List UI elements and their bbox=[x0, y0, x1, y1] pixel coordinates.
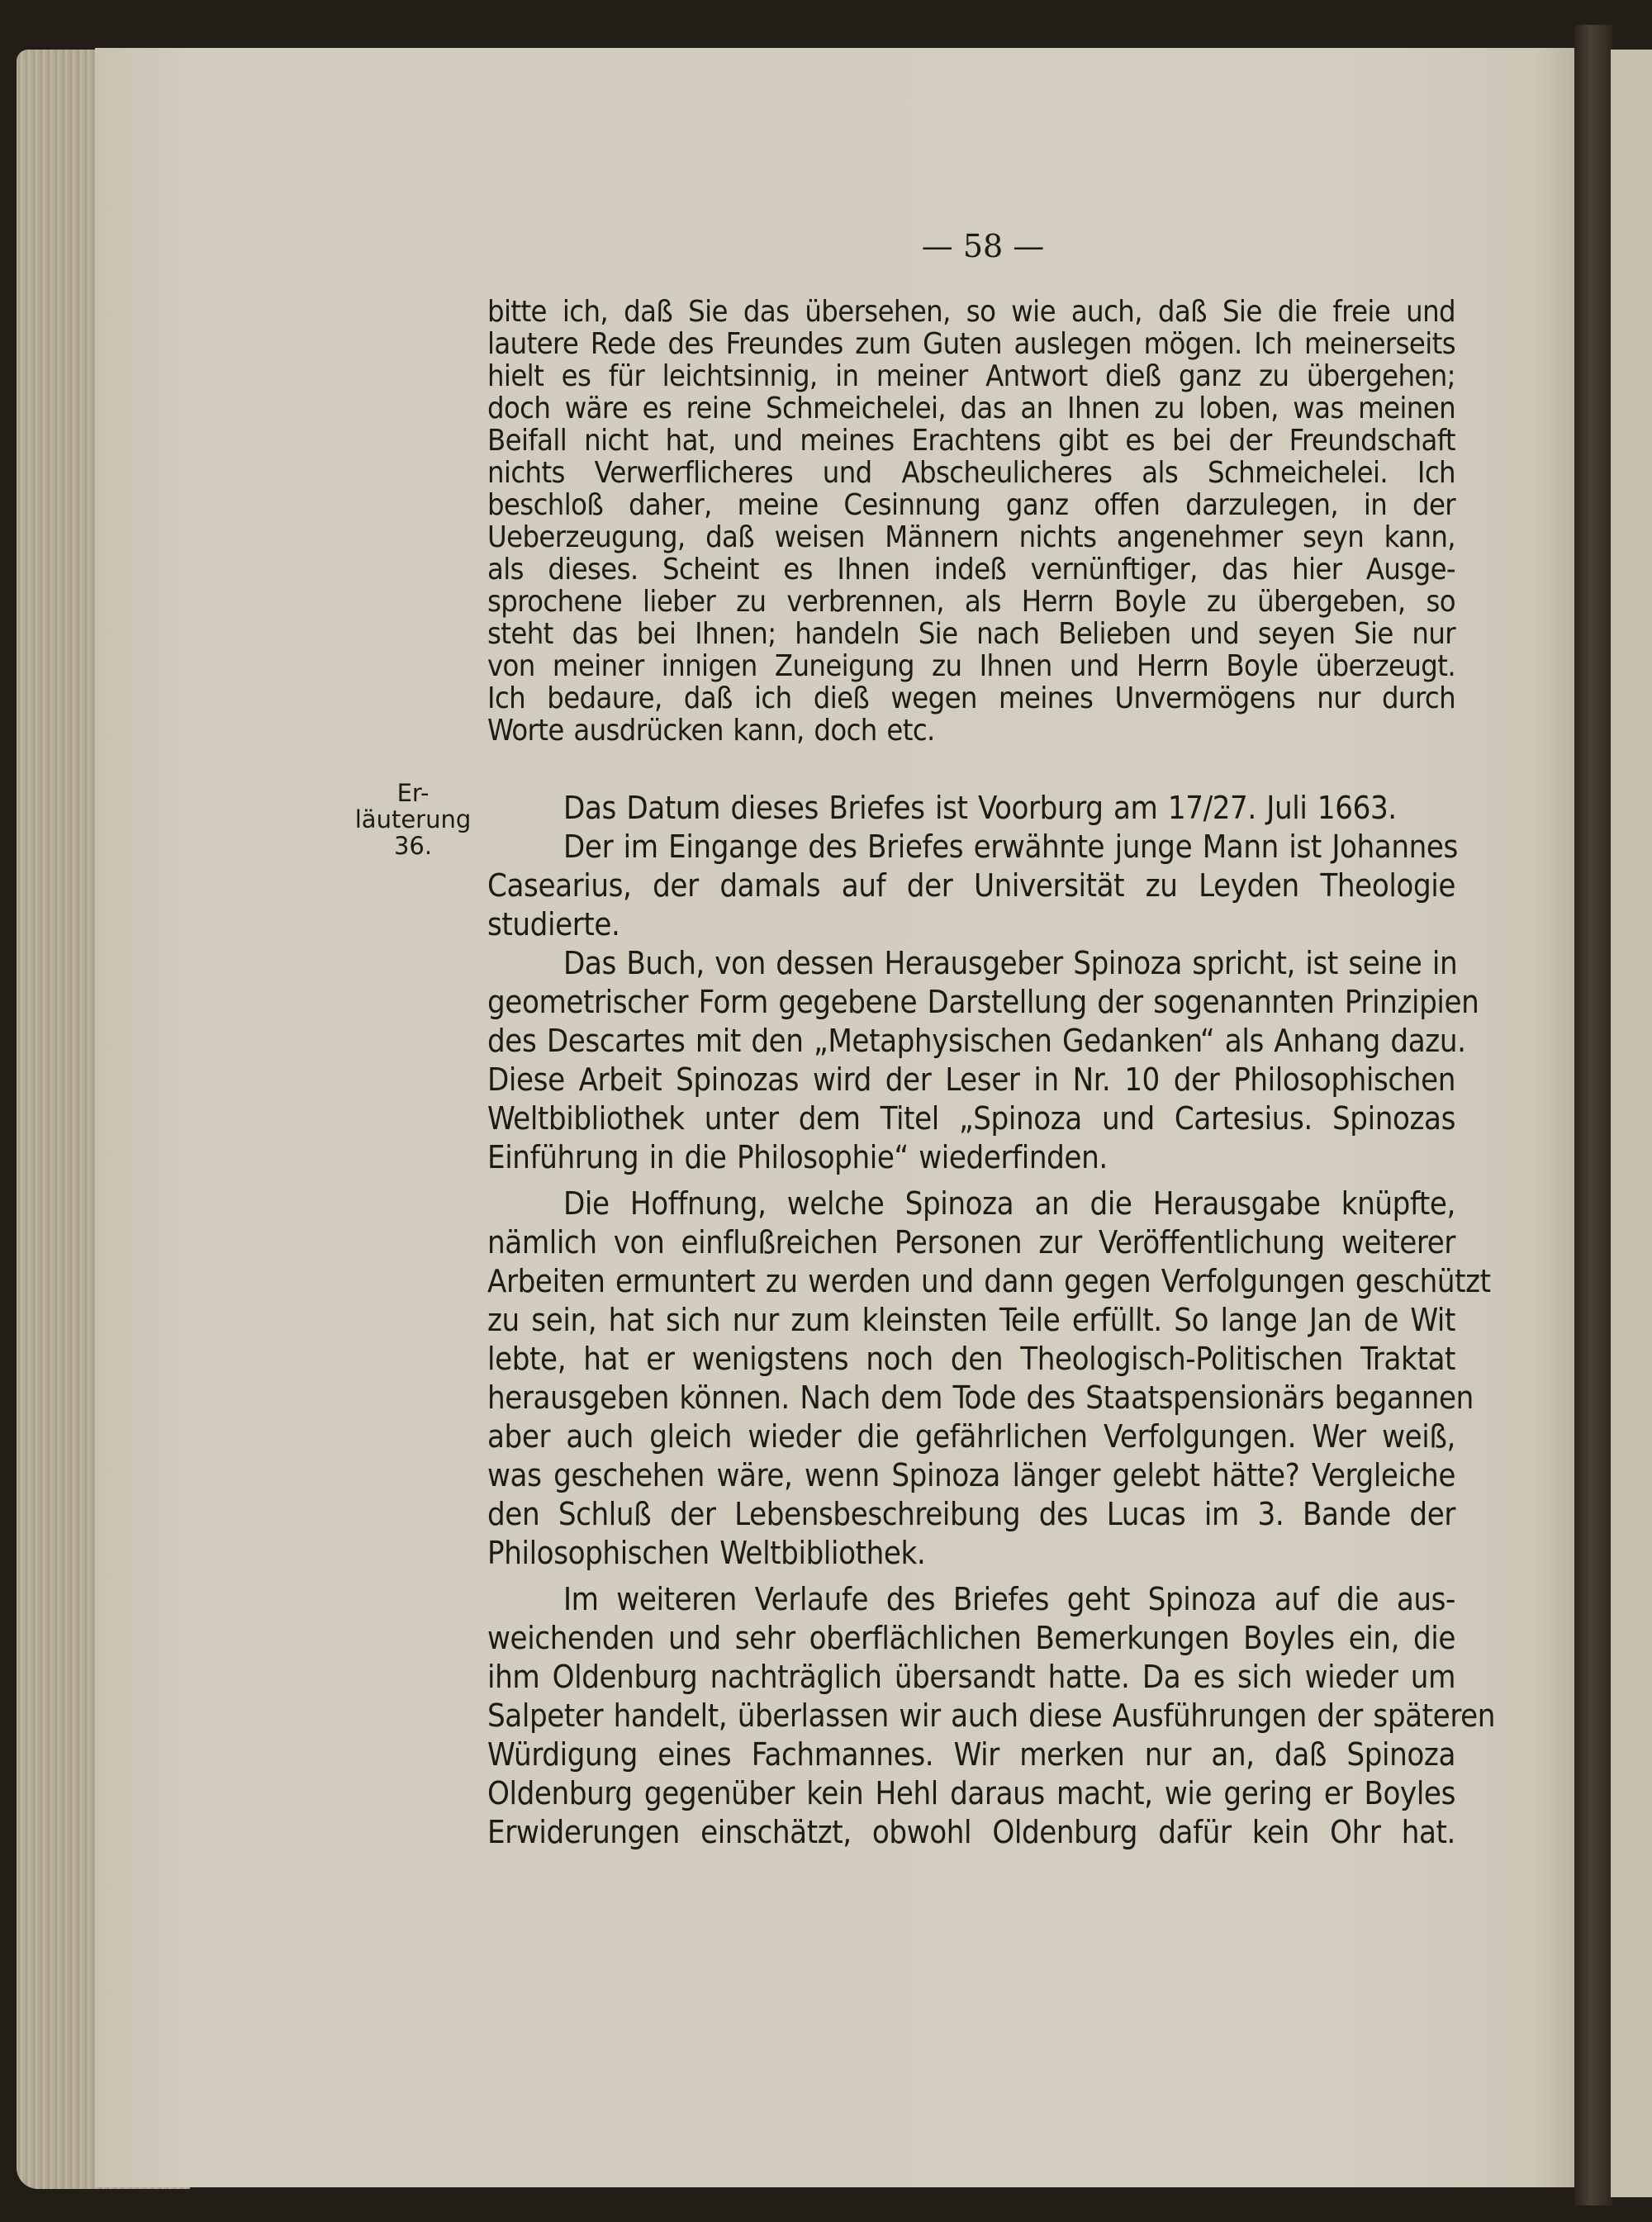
text-line: Salpeter handelt, überlassen wir auch diese Ausführungen der späteren bbox=[487, 1697, 1496, 1734]
text-line: Ich bedaure, daß ich dieß wegen meines Unvermögens nur durch bbox=[487, 681, 1455, 715]
text-line: ihm Oldenburg nachträglich übersandt hatte. Da es sich wieder um bbox=[487, 1659, 1455, 1695]
text-line: sprochene lieber zu verbrennen, als Herrn Boyle zu übergeben, so bbox=[487, 585, 1455, 619]
text-line: hielt es für leichtsinnig, in meiner Antwort dieß ganz zu übergehen; bbox=[487, 359, 1455, 393]
facing-page-edge bbox=[1611, 50, 1652, 2197]
text-line: steht das bei Ihnen; handeln Sie nach Belieben und seyen Sie nur bbox=[487, 617, 1455, 651]
text-line: Beifall nicht hat, und meines Erachtens gibt es bei der Freundschaft bbox=[487, 424, 1455, 458]
text-line: Worte ausdrücken kann, doch etc. bbox=[487, 714, 935, 748]
text-line: was geschehen wäre, wenn Spinoza länger gelebt hätte? Vergleiche bbox=[487, 1457, 1455, 1493]
text-line: Würdigung eines Fachmannes. Wir merken nur an, daß Spinoza bbox=[487, 1736, 1455, 1773]
text-line: den Schluß der Lebensbeschreibung des Lucas im 3. Bande der bbox=[487, 1496, 1455, 1532]
text-line: geometrischer Form gegebene Darstellung der sogenannten Prinzipien bbox=[487, 984, 1479, 1020]
text-line: Oldenburg gegenüber kein Hehl daraus macht, wie gering er Boyles bbox=[487, 1775, 1455, 1811]
text-line: doch wäre es reine Schmeichelei, das an Ihnen zu loben, was meinen bbox=[487, 392, 1455, 425]
margin-note-erlaeuterung bbox=[343, 780, 483, 859]
text-line: Weltbibliothek unter dem Titel „Spinoza und Cartesius. Spinozas bbox=[487, 1100, 1455, 1137]
text-line: Diese Arbeit Spinozas wird der Leser in Nr. 10 der Philosophischen bbox=[487, 1061, 1455, 1098]
commentary-text-block bbox=[487, 789, 1496, 1852]
text-line: Der im Eingange des Briefes erwähnte junge Mann ist Johannes bbox=[563, 829, 1458, 865]
text-line: von meiner innigen Zuneigung zu Ihnen und Herrn Boyle überzeugt. bbox=[487, 649, 1455, 683]
text-line: aber auch gleich wieder die gefährlichen Verfolgungen. Wer weiß, bbox=[487, 1418, 1455, 1455]
text-line: Erwiderungen einschätzt, obwohl Oldenburg dafür kein Ohr hat. bbox=[487, 1814, 1455, 1850]
text-line: Casearius, der damals auf der Universität zu Leyden Theologie bbox=[487, 867, 1455, 904]
text-line: als dieses. Scheint es Ihnen indeß vernünftiger, das hier Ausge- bbox=[487, 553, 1455, 586]
book-gutter bbox=[1574, 25, 1612, 2205]
text-line: Ueberzeugung, daß weisen Männern nichts angenehmer seyn kann, bbox=[487, 520, 1455, 554]
text-line: nichts Verwerflicheres und Abscheulicheres als Schmeichelei. Ich bbox=[487, 456, 1455, 490]
text-line: Das Datum dieses Briefes ist Voorburg am 17/27. Juli 1663. bbox=[563, 790, 1397, 826]
text-line: Arbeiten ermuntert zu werden und dann gegen Verfolgungen geschützt bbox=[487, 1263, 1491, 1299]
text-line: bitte ich, daß Sie das übersehen, so wie auch, daß Sie die freie und bbox=[487, 295, 1455, 329]
text-line: Die Hoffnung, welche Spinoza an die Herausgabe knüpfte, bbox=[563, 1185, 1455, 1222]
text-line: herausgeben können. Nach dem Tode des Staatspensionärs begannen bbox=[487, 1379, 1474, 1416]
text-line: lebte, hat er wenigstens noch den Theologisch-Politischen Traktat bbox=[487, 1341, 1455, 1377]
text-line: Das Buch, von dessen Herausgeber Spinoza spricht, ist seine in bbox=[563, 945, 1458, 981]
text-line: lautere Rede des Freundes zum Guten auslegen mögen. Ich meinerseits bbox=[487, 327, 1455, 361]
margin-note-line: Er- bbox=[396, 779, 430, 807]
page-number: — 58 — bbox=[921, 228, 1045, 264]
text-line: des Descartes mit den „Metaphysischen Gedanken“ als Anhang dazu. bbox=[487, 1023, 1466, 1059]
text-line: Im weiteren Verlaufe des Briefes geht Spinoza auf die aus- bbox=[563, 1581, 1455, 1617]
text-line: nämlich von einflußreichen Personen zur Veröffentlichung weiterer bbox=[487, 1224, 1455, 1261]
margin-note-line: läuterung bbox=[354, 805, 472, 833]
margin-note-line: 36. bbox=[393, 832, 433, 860]
text-line: Einführung in die Philosophie“ wiederfinden. bbox=[487, 1139, 1108, 1175]
letter-text-block bbox=[487, 296, 1455, 747]
text-line: beschloß daher, meine Cesinnung ganz offen darzulegen, in der bbox=[487, 488, 1455, 522]
text-line: Philosophischen Weltbibliothek. bbox=[487, 1535, 926, 1571]
text-line: studierte. bbox=[487, 906, 620, 942]
text-line: weichenden und sehr oberflächlichen Bemerkungen Boyles ein, die bbox=[487, 1620, 1455, 1656]
text-line: zu sein, hat sich nur zum kleinsten Teile erfüllt. So lange Jan de Wit bbox=[487, 1302, 1455, 1338]
